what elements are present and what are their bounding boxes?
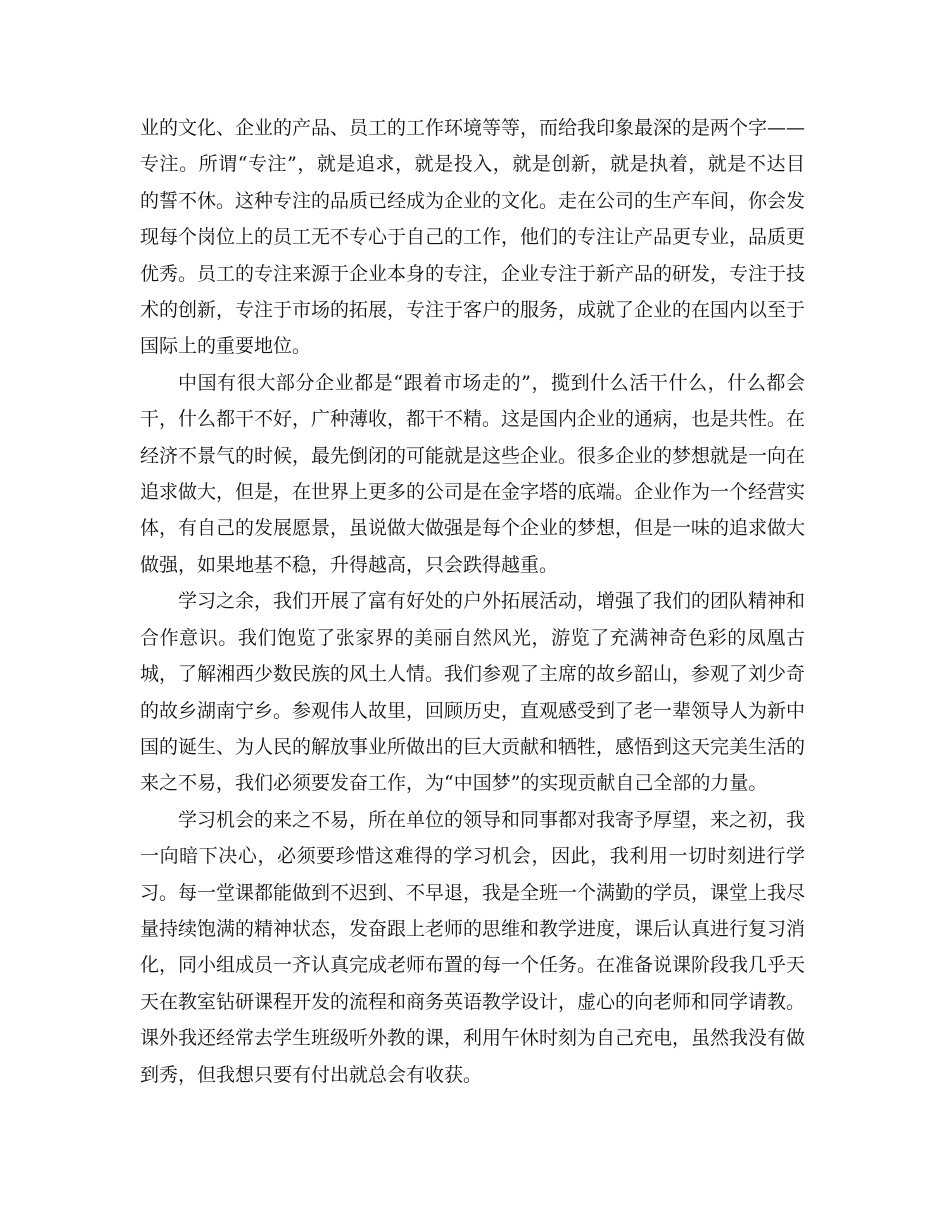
paragraph-1: 业的文化、企业的产品、员工的工作环境等等，而给我印象最深的是两个字——专注。所谓“专注”，就是追求，就是投入，就是创新，就是执着，就是不达目的誓不休。这种专注的品质已经成为企业的文化。走在公司的生产车间，你会发现每个岗位上的员工无不专心于自己的工作，他们的专注让产品更专业，品质更优秀。员工的专注来源于企业本身的专注，企业专注于新产品的研发，专注于技术的创新，专注于市场的拓展，专注于客户的服务，成就了企业的在国内以至于国际上的重要地位。 xyxy=(140,117,806,358)
paragraph-2: 中国有很大部分企业都是“跟着市场走的”，揽到什么活干什么，什么都会干，什么都干不好，广种薄收，都干不精。这是国内企业的通病，也是共性。在经济不景气的时候，最先倒闭的可能就是这些企业。很多企业的梦想就是一向在追求做大，但是，在世界上更多的公司是在金字塔的底端。企业作为一个经营实体，有自己的发展愿景，虽说做大做强是每个企业的梦想，但是一味的追求做大做强，如果地基不稳，升得越高，只会跌得越重。 xyxy=(140,371,806,576)
paragraph-4: 学习机会的来之不易，所在单位的领导和同事都对我寄予厚望，来之初，我一向暗下决心，必须要珍惜这难得的学习机会，因此，我利用一切时刻进行学习。每一堂课都能做到不迟到、不早退，我是全班一个满勤的学员，课堂上我尽量持续饱满的精神状态，发奋跟上老师的思维和教学进度，课后认真进行复习消化，同小组成员一齐认真完成老师布置的每一个任务。在准备说课阶段我几乎天天在教室钻研课程开发的流程和商务英语教学设计，虚心的向老师和同学请教。课外我还经常去学生班级听外教的课，利用午休时刻为自己充电，虽然我没有做到秀，但我想只要有付出就总会有收获。 xyxy=(140,808,806,1086)
document-body xyxy=(140,110,805,1093)
paragraph-3: 学习之余，我们开展了富有好处的户外拓展活动，增强了我们的团队精神和合作意识。我们饱览了张家界的美丽自然风光，游览了充满神奇色彩的凤凰古城，了解湘西少数民族的风土人情。我们参观了主席的故乡韶山，参观了刘少奇的故乡湖南宁乡。参观伟人故里，回顾历史，直观感受到了老一辈领导人为新中国的诞生、为人民的解放事业所做出的巨大贡献和牺牲，感悟到这天完美生活的来之不易，我们必须要发奋工作，为“中国梦”的实现贡献自己全部的力量。 xyxy=(140,590,806,795)
